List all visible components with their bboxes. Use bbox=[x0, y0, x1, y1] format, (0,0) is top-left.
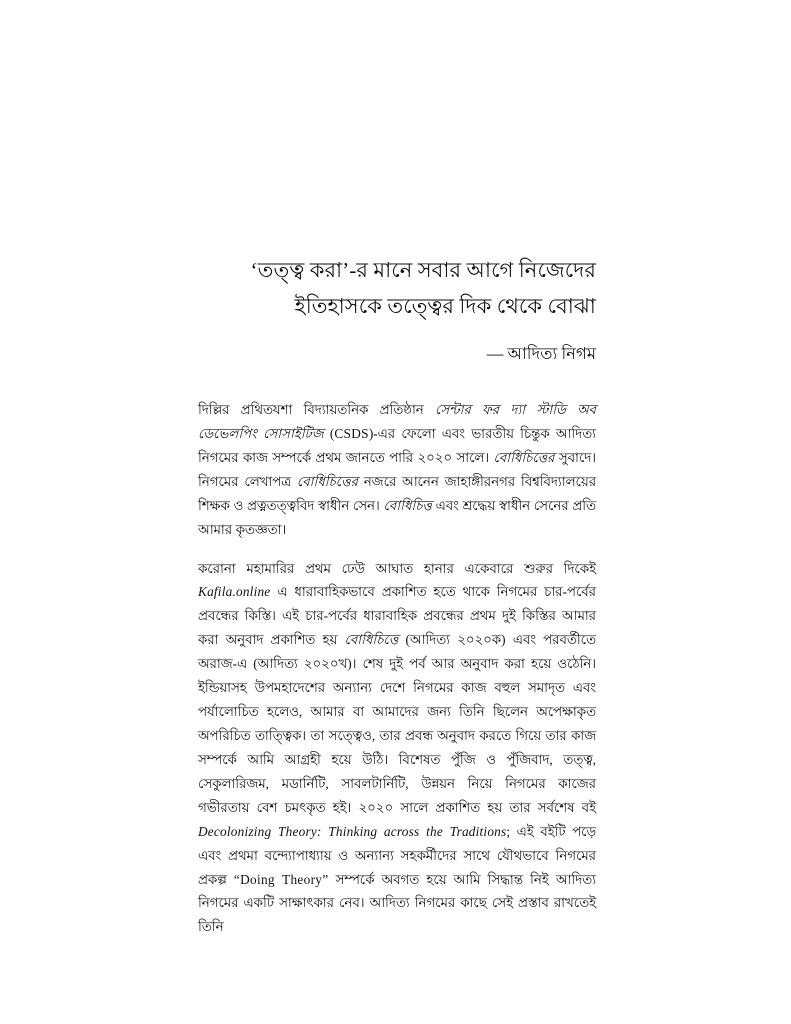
page-title bbox=[198, 252, 596, 324]
body-text-column bbox=[198, 398, 596, 939]
text-run-italic: বোধিচিত্ত bbox=[383, 497, 432, 513]
title-line-1: ‘তত্ত্ব করা’-র মানে সবার আগে নিজেদের bbox=[250, 258, 596, 282]
text-run-quoted-roman: “Doing Theory” bbox=[233, 871, 329, 887]
body-paragraph-1: দিল্লির প্রথিতযশা বিদ্যায়তনিক প্রতিষ্ঠান সেন্টার ফর দ্যা স্টাডি অব ডেভেলপিং সোসাইটিজ (CSDS)-এর ফেলো এবং ভারতীয় চিন্তুক আদিত্য নিগমের কাজ সম্পর্কে প্রথম জানতে পারি ২০২০ সালে। বোধিচিত্তের সুবাদে। নিগমের লেখাপত্র বোধিচিত্তের নজরে আনেন জাহাঙ্গীরনগর বিশ্ববিদ্যালয়ের শিক্ষক ও প্রত্নতত্ত্ববিদ স্বাধীন সেন। বোধিচিত্ত এবং শ্রদ্ধেয় স্বাধীন সেনের প্রতি আমার কৃতজ্ঞতা। bbox=[198, 402, 597, 537]
text-run-roman-upright: CSDS bbox=[334, 425, 369, 441]
text-run-italic: বোধিচিত্তে bbox=[344, 632, 399, 648]
text-run-italic: সেন্টার ফর দ্যা স্টাডি অব ডেভেলপিং সোসাইটিজ bbox=[198, 402, 596, 441]
text-run-roman-italic: Kafila.online bbox=[198, 584, 271, 600]
text-run-italic: বোধিচিত্তের bbox=[296, 473, 358, 489]
text-run-italic: বোধিচিত্তের bbox=[493, 449, 555, 465]
title-line-2: ইতিহাসকে তত্ত্বের দিক থেকে বোঝা bbox=[294, 294, 596, 319]
body-paragraph-2: করোনা মহামারির প্রথম ঢেউ আঘাত হানার একেবারে শুরুর দিকেই Kafila.online এ ধারাবাহিকভাবে প্রকাশিত হতে থাকে নিগমের চার-পর্বের প্রবন্ধের কিস্তি। এই চার-পর্বের ধারাবাহিক প্রবন্ধের প্রথম দুই কিস্তির আমার করা অনুবাদ প্রকাশিত হয় বোধিচিত্তে (আদিত্য ২০২০ক) এবং পরবর্তীতে অরাজ-এ (আদিত্য ২০২০খ)। শেষ দুই পর্ব আর অনুবাদ করা হয়ে ওঠেনি। ইন্ডিয়াসহ উপমহাদেশের অন্যান্য দেশে নিগমের কাজ বহুল সমাদৃত এবং পর্যালোচিত হলেও, আমার বা আমাদের জন্য তিনি ছিলেন অপেক্ষাকৃত অপরিচিত তাত্ত্বিক। তা সত্ত্বেও, তার প্রবন্ধ অনুবাদ করতে গিয়ে তার কাজ সম্পর্কে আমি আগ্রহী হয়ে উঠি। বিশেষত পুঁজি ও পুঁজিবাদ, তত্ত্ব, সেকুলারিজম, মডার্নিটি, সাবলটার্নিটি, উন্নয়ন নিয়ে নিগমের কাজের গভীরতায় বেশ চমৎকৃত হই। ২০২০ সালে প্রকাশিত হয় তার সর্বশেষ বই Decolonizing Theory: Thinking across the Traditions; এই বইটি পড়ে এবং প্রথমা বন্দ্যোপাধ্যায় ও অন্যান্য সহকর্মীদের সাথে যৌথভাবে নিগমের প্রকল্প “Doing Theory” সম্পর্কে অবগত হয়ে আমি সিদ্ধান্ত নিই আদিত্য নিগমের একটি সাক্ষাৎকার নেব। আদিত্য নিগমের কাছে সেই প্রস্তাব রাখতেই তিনি bbox=[198, 560, 597, 935]
text-run-roman-italic: Decolonizing Theory: Thinking across the Traditions bbox=[198, 823, 507, 839]
author-byline: — আদিত্য নিগম bbox=[486, 344, 596, 364]
chapter-title-block bbox=[198, 252, 596, 367]
